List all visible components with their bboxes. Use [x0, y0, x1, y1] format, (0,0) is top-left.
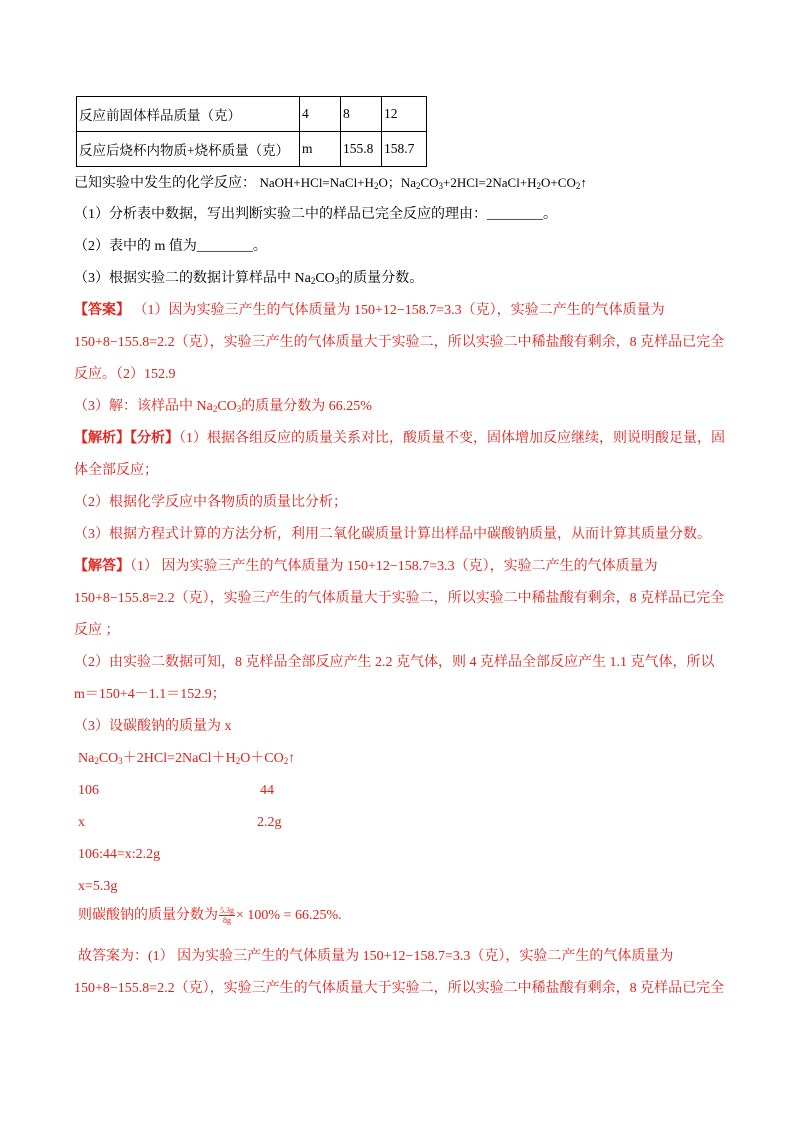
analysis-text-1: （1）根据各组反应的质量关系对比，酸质量不变，固体增加反应继续，则说明酸足量，固 [179, 431, 725, 446]
reaction-prefix: 已知实验中发生的化学反应： [74, 176, 256, 191]
analysis-line-1 [74, 429, 725, 449]
ratio-top-left: 106 [78, 783, 99, 798]
ratio-bottom-right: 2.2g [257, 815, 282, 830]
eq-part-d: O＋CO [240, 751, 284, 766]
table-row [77, 97, 427, 132]
reaction-equation: $NaOH+HCl=NaCl+H_2O$；$Na_2CO_3+2HCl=2NaCl+H_2O+CO_2↑$ [259, 175, 587, 191]
x-value: x=5.3g [78, 879, 118, 894]
answer-tag: 【答案】 [74, 303, 130, 318]
reaction-eq-text: NaOH+HCl=NaCl+H [259, 175, 374, 190]
solution-line-2: 150+8−155.8=2.2（克），实验三产生的气体质量大于实验二，所以实验二中稀盐酸有剩余，8 克样品已完全 [74, 591, 725, 606]
solution-line-6: （3）设碳酸钠的质量为 x [74, 719, 232, 734]
ratio-equation: 106:44=x:2.2g [78, 847, 161, 862]
data-table [76, 96, 427, 167]
solution-line-5: m＝150+4－1.1＝152.9； [74, 687, 226, 702]
answer-l4-c: 的质量分数为 66.25% [241, 399, 372, 414]
answer-l4-b: CO [217, 399, 237, 414]
q3-text-c: 的质量分数。 [339, 271, 424, 286]
eq-part-b: CO [98, 751, 119, 766]
table-row [77, 132, 427, 167]
fraction-numerator: 5.3g [220, 906, 234, 916]
ratio-top-right: 44 [260, 783, 274, 798]
q3-text-b: CO [315, 271, 335, 286]
ratio-bottom-left: x [78, 815, 85, 830]
table-cell: 反应后烧杯内物质+烧杯质量（克） [77, 132, 300, 167]
fraction-suffix: × 100% = 66.25%. [236, 908, 342, 923]
answer-line-4: （3）解：该样品中 $Na_2CO_3$的质量分数为 66.25% [74, 399, 372, 414]
analysis-line-3: （2）根据化学反应中各物质的质量比分析； [74, 495, 347, 510]
fraction-prefix: 则碳酸钠的质量分数为 [78, 908, 218, 923]
answer-line-2: 150+8−155.8=2.2（克），实验三产生的气体质量大于实验二，所以实验二中稀盐酸有剩余，8 克样品已完全 [74, 335, 725, 350]
question-2: （2）表中的 m 值为________。 [74, 239, 267, 254]
reaction-line [74, 173, 587, 194]
solution-text-1: （1） 因为实验三产生的气体质量为 150+12−158.7=3.3（克），实验二产生的气体质量为 [130, 559, 658, 574]
table-cell: 12 [382, 97, 427, 132]
table-cell: 158.7 [382, 132, 427, 167]
final-answer-line-1: 故答案为：(1） 因为实验三产生的气体质量为 150+12−158.7=3.3（克），实验二产生的气体质量为 [78, 949, 674, 964]
answer-text-1: （1）因为实验三产生的气体质量为 150+12−158.7=3.3（克），实验二产生的气体质量为 [133, 303, 665, 318]
eq-part-a: Na [78, 751, 95, 766]
eq-part-e: ↑ [288, 751, 296, 766]
solution-line-1 [74, 557, 658, 577]
table-cell: 155.8 [341, 132, 382, 167]
analysis-line-2: 体全部反应； [74, 463, 158, 478]
table-cell: 8 [341, 97, 382, 132]
table-cell: 4 [300, 97, 341, 132]
analysis-tag: 【解析】【分析】 [74, 431, 179, 446]
solution-line-3: 反应 ； [74, 623, 120, 638]
answer-line-1 [74, 301, 665, 321]
solution-tag: 【解答】 [74, 559, 130, 574]
question-3: （3）根据实验二的数据计算样品中 $Na_2CO_3$的质量分数。 [74, 271, 424, 286]
answer-line-3: 反应。（2）152.9 [74, 367, 176, 382]
fraction-line [78, 906, 342, 926]
eq-part-c: ＋2HCl=2NaCl＋H [122, 751, 236, 766]
table-cell: m [300, 132, 341, 167]
chemical-equation: $Na_2CO_3+2HCl=2NaCl+H_2O+CO_2↑$ [78, 751, 296, 766]
question-1: （1）分析表中数据，写出判断实验二中的样品已完全反应的理由：________。 [74, 207, 557, 222]
final-answer-line-2: 150+8−155.8=2.2（克），实验三产生的气体质量大于实验二，所以实验二中稀盐酸有剩余，8 克样品已完全 [74, 981, 725, 996]
q3-text-a: （3）根据实验二的数据计算样品中 Na [74, 271, 311, 286]
analysis-line-4: （3）根据方程式计算的方法分析，利用二氧化碳质量计算出样品中碳酸钠质量，从而计算其质量分数。 [74, 527, 711, 542]
fraction [219, 906, 235, 925]
answer-l4-a: （3）解：该样品中 Na [74, 399, 213, 414]
table-cell: 反应前固体样品质量（克） [77, 97, 300, 132]
fraction-denominator: 8g [223, 916, 231, 926]
solution-line-4: （2）由实验二数据可知，8 克样品全部反应产生 2.2 克气体，则 4 克样品全部反应产生 1.1 克气体，所以 [74, 655, 715, 670]
